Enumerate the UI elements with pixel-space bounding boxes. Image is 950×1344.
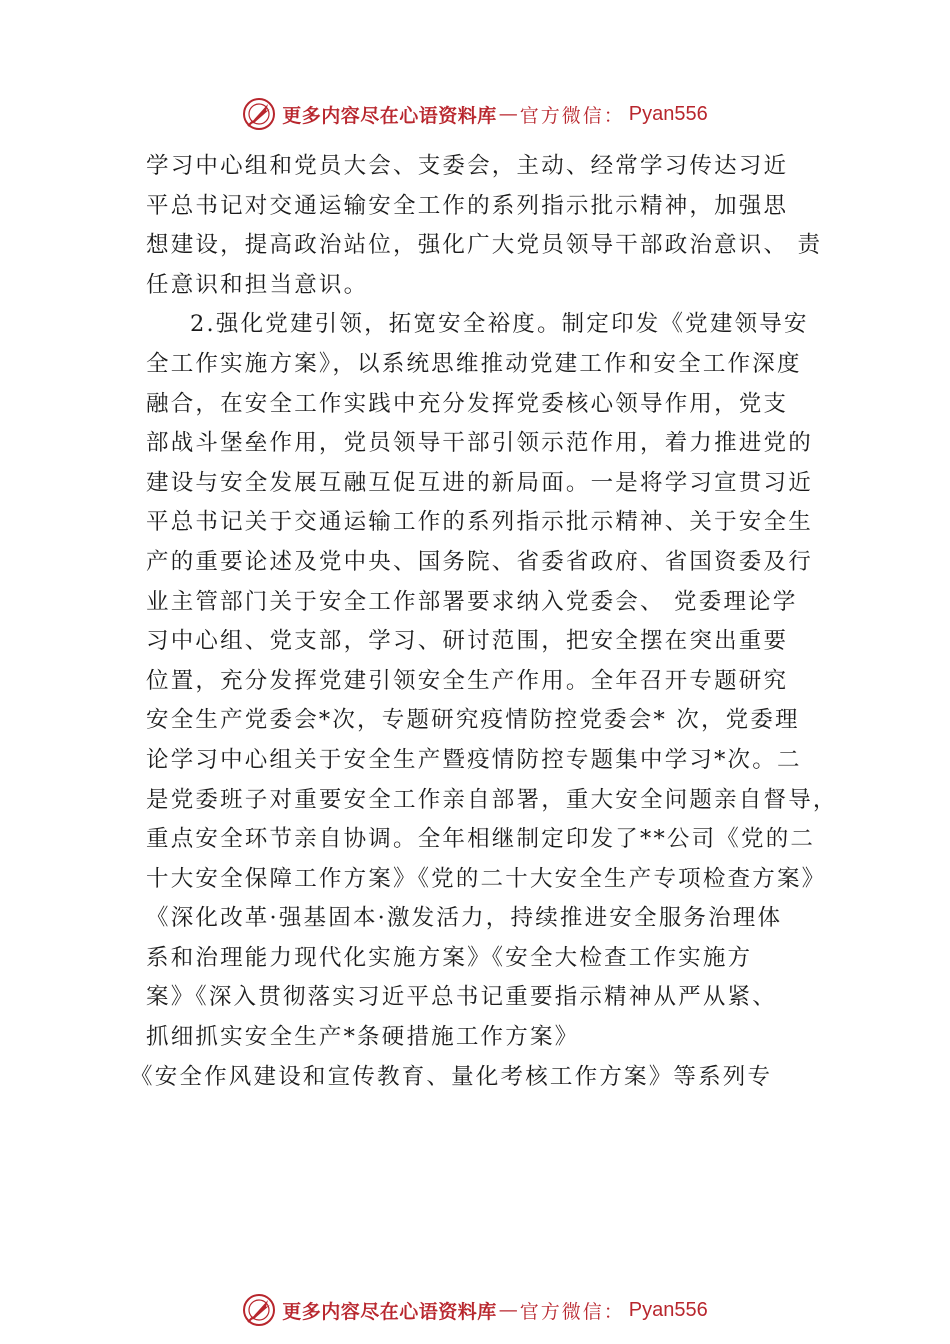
header-brand-text: 更多内容尽在心语资料库 bbox=[282, 104, 497, 127]
header-wechat-id: Pyan556 bbox=[628, 102, 708, 125]
document-body bbox=[130, 147, 838, 1097]
body-line: 《深化改革·强基固本·激发活力，持续推进安全服务治理体 bbox=[146, 905, 783, 932]
body-line: 产的重要论述及党中央、国务院、省委省政府、省国资委及行 bbox=[146, 548, 813, 575]
body-line: 《安全作风建设和宣传教育、量化考核工作方案》等系列专 bbox=[130, 1063, 773, 1090]
footer-wechat-label: 官方微信： bbox=[519, 1300, 625, 1323]
header-separator: — bbox=[498, 103, 518, 125]
footer-wechat-id: Pyan556 bbox=[628, 1298, 708, 1321]
paragraph-heading-line: 2.强化党建引领，拓宽安全裕度。制定印发《党建领导安 bbox=[190, 311, 809, 338]
footer-banner bbox=[0, 1290, 950, 1330]
body-line: 重点安全环节亲自协调。全年相继制定印发了**公司《党的二 bbox=[146, 826, 816, 853]
body-line: 论学习中心组关于安全生产暨疫情防控专题集中学习*次。二 bbox=[146, 746, 802, 773]
body-line: 融合，在安全工作实践中充分发挥党委核心领导作用，党支 bbox=[146, 390, 789, 417]
body-line: 平总书记关于交通运输工作的系列指示批示精神、关于安全生 bbox=[146, 509, 813, 536]
body-line: 想建设，提高政治站位，强化广大党员领导干部政治意识、 责 bbox=[146, 232, 823, 259]
body-line: 任意识和担当意识。 bbox=[146, 271, 369, 298]
body-line: 抓细抓实安全生产*条硬措施工作方案》 bbox=[146, 1024, 580, 1051]
body-line: 系和治理能力现代化实施方案》《安全大检查工作实施方 bbox=[146, 944, 753, 971]
quill-logo-icon bbox=[242, 1293, 276, 1327]
body-line: 建设与安全发展互融互促互进的新局面。一是将学习宣贯习近 bbox=[146, 469, 813, 496]
header-banner bbox=[0, 94, 950, 134]
body-line: 习中心组、党支部，学习、研讨范围，把安全摆在突出重要 bbox=[146, 628, 789, 655]
footer-brand-text: 更多内容尽在心语资料库 bbox=[282, 1300, 497, 1323]
body-line: 部战斗堡垒作用，党员领导干部引领示范作用，着力推进党的 bbox=[146, 430, 813, 457]
footer-separator: — bbox=[498, 1299, 518, 1321]
body-line: 位置，充分发挥党建引领安全生产作用。全年召开专题研究 bbox=[146, 667, 789, 694]
body-line: 是党委班子对重要安全工作亲自部署，重大安全问题亲自督导， bbox=[146, 786, 838, 813]
body-line: 安全生产党委会*次，专题研究疫情防控党委会* 次，党委理 bbox=[146, 707, 800, 734]
quill-logo-icon bbox=[242, 97, 276, 131]
body-line: 十大安全保障工作方案》《党的二十大安全生产专项检查方案》 bbox=[146, 865, 827, 892]
body-line: 案》《深入贯彻落实习近平总书记重要指示精神从严从紧、 bbox=[146, 984, 777, 1011]
body-line: 全工作实施方案》，以系统思维推动党建工作和安全工作深度 bbox=[146, 350, 802, 377]
header-wechat-label: 官方微信： bbox=[519, 104, 625, 127]
body-line: 学习中心组和党员大会、支委会，主动、经常学习传达习近 bbox=[146, 153, 789, 179]
body-line: 平总书记对交通运输安全工作的系列指示批示精神，加强思 bbox=[146, 192, 789, 219]
body-line: 业主管部门关于安全工作部署要求纳入党委会、 党委理论学 bbox=[146, 588, 798, 615]
